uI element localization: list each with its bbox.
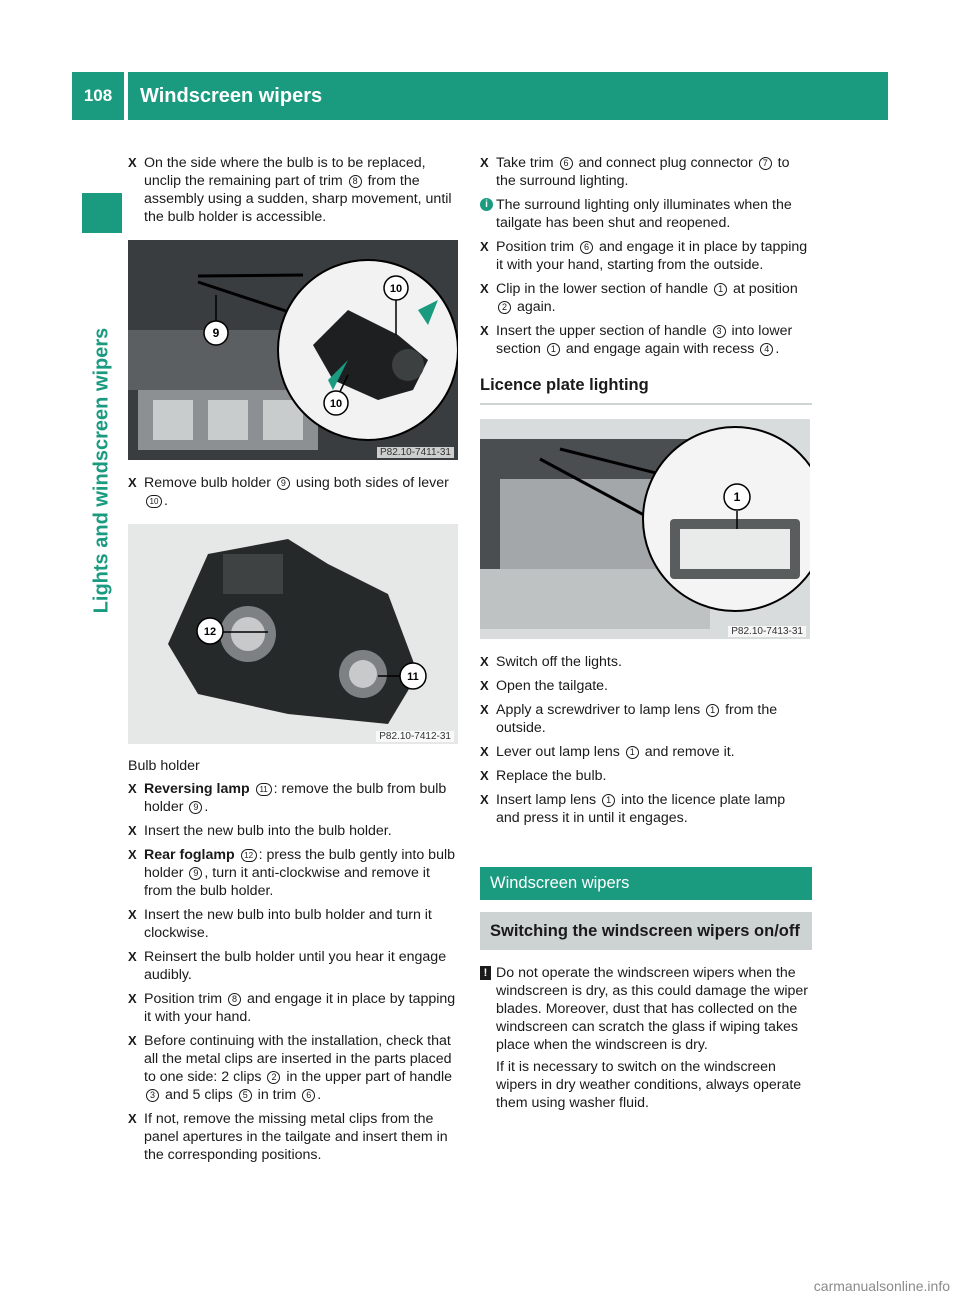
step-arrow-icon: X — [480, 323, 489, 338]
callout-1: 1 — [714, 283, 727, 296]
step-insert-lamp-lens: X Insert lamp lens 1 into the licence plate lamp and press it in until it engages. — [480, 792, 786, 826]
step-arrow-icon: X — [480, 654, 489, 669]
figure-tailgate-illustration — [128, 240, 458, 460]
callout-8: 8 — [228, 993, 241, 1006]
figure-callout-label: 1 — [733, 490, 741, 504]
step-clip-lower-handle: X Clip in the lower section of handle 1 at position 2 again. — [480, 281, 798, 315]
callout-9: 9 — [189, 801, 202, 814]
figure-callout-label: 11 — [407, 671, 419, 683]
step-arrow-icon: X — [480, 792, 489, 807]
callout-2: 2 — [498, 301, 511, 314]
step-arrow-icon: X — [128, 781, 137, 796]
figure-code: P82.10-7411-31 — [377, 447, 454, 458]
callout-6: 6 — [560, 157, 573, 170]
callout-1: 1 — [706, 704, 719, 717]
step-switch-off-lights: X Switch off the lights. — [480, 654, 622, 670]
figure-callout-label: 12 — [203, 626, 217, 638]
step-arrow-icon: X — [128, 475, 137, 490]
page-number: 108 — [72, 72, 124, 120]
step-arrow-icon: X — [128, 155, 137, 170]
step-insert-turn-clockwise: X Insert the new bulb into bulb holder and turn it clockwise. — [128, 907, 432, 941]
callout-3: 3 — [146, 1089, 159, 1102]
left-column — [128, 154, 460, 1170]
step-arrow-icon: X — [128, 847, 137, 862]
step-check-clips: X Before continuing with the installation, check that all the metal clips are inserted in the parts placed to one side: 2 clips 2 in the upper part of handle 3 and 5 clips 5 in trim 6 . — [128, 1033, 453, 1103]
step-unclip-trim: X On the side where the bulb is to be replaced, unclip the remaining part of trim 8 from the assembly using a sudden, sharp movement, until the bulb holder is accessible. — [128, 155, 452, 225]
callout-5: 5 — [239, 1089, 252, 1102]
figure-bulb-holder-illustration — [128, 524, 458, 744]
figure-code: P82.10-7412-31 — [376, 731, 454, 742]
step-insert-new-bulb: X Insert the new bulb into the bulb holder. — [128, 823, 392, 839]
warning-text: Do not operate the windscreen wipers when the windscreen is dry, as this could damage the wiper blades. Moreover, dust that has collected on the windscreen can scratch the glass if wiping takes place when the windscreen is dry. — [496, 965, 809, 1053]
step-arrow-icon: X — [480, 744, 489, 759]
figure-callout-label: 10 — [389, 283, 403, 295]
step-arrow-icon: X — [128, 907, 137, 922]
callout-1: 1 — [602, 794, 615, 807]
step-reversing-lamp: X Reversing lamp 11 : remove the bulb from bulb holder 9 . — [128, 781, 447, 815]
step-arrow-icon: X — [480, 239, 489, 254]
page-header-title: Windscreen wipers — [128, 72, 888, 120]
step-position-trim-right: X Position trim 6 and engage it in place by tapping it with your hand, starting from the outside. — [480, 239, 808, 273]
callout-10: 10 — [146, 495, 162, 508]
callout-9: 9 — [189, 867, 202, 880]
info-note: i The surround lighting only illuminates when the tailgate has been shut and reopened. — [480, 196, 812, 232]
heading-licence-plate-lighting: Licence plate lighting — [480, 376, 812, 405]
step-arrow-icon: X — [128, 823, 137, 838]
figure-bulb-holder — [128, 524, 458, 744]
info-icon: i — [480, 198, 493, 211]
callout-3: 3 — [713, 325, 726, 338]
step-lever-out-lens: X Lever out lamp lens 1 and remove it. — [480, 744, 735, 760]
callout-2: 2 — [267, 1071, 280, 1084]
section-windscreen-wipers: Windscreen wipers — [480, 867, 812, 900]
callout-6: 6 — [580, 241, 593, 254]
footer-watermark: carmanualsonline.info — [813, 1278, 950, 1294]
step-remove-holder: X Remove bulb holder 9 using both sides of lever 10 . — [128, 475, 449, 509]
callout-1: 1 — [547, 343, 560, 356]
warning-text: If it is necessary to switch on the windscreen wipers in dry weather conditions, always operate them using washer fluid. — [496, 1059, 802, 1111]
figure-licence-plate-lamp — [480, 419, 810, 639]
step-arrow-icon: X — [128, 1033, 137, 1048]
subsection-switching-wipers: Switching the windscreen wipers on/off — [480, 912, 812, 950]
right-column — [480, 154, 812, 1116]
step-arrow-icon: X — [128, 949, 137, 964]
step-apply-screwdriver: X Apply a screwdriver to lamp lens 1 from the outside. — [480, 702, 778, 736]
warning-icon: ! — [480, 966, 491, 980]
callout-1: 1 — [626, 746, 639, 759]
step-missing-clips: X If not, remove the missing metal clips from the panel apertures in the tailgate and insert them in the corresponding positions. — [128, 1111, 448, 1163]
figure-callout-label: 10 — [329, 398, 343, 410]
side-tab-marker — [82, 193, 122, 233]
step-arrow-icon: X — [128, 991, 137, 1006]
step-arrow-icon: X — [480, 155, 489, 170]
callout-6: 6 — [302, 1089, 315, 1102]
step-replace-bulb: X Replace the bulb. — [480, 768, 607, 784]
side-tab-label: Lights and windscreen wipers — [90, 327, 113, 613]
callout-11: 11 — [256, 783, 272, 796]
figure-code: P82.10-7413-31 — [728, 626, 806, 637]
step-insert-upper-handle: X Insert the upper section of handle 3 into lower section 1 and engage again with recess 4 . — [480, 323, 793, 357]
callout-9: 9 — [277, 477, 290, 490]
step-arrow-icon: X — [480, 768, 489, 783]
figure-caption: Bulb holder — [128, 758, 200, 774]
step-arrow-icon: X — [128, 1111, 137, 1126]
callout-7: 7 — [759, 157, 772, 170]
figure-callout-label: 9 — [212, 326, 220, 340]
step-take-trim: X Take trim 6 and connect plug connector 7 to the surround lighting. — [480, 155, 790, 189]
step-arrow-icon: X — [480, 281, 489, 296]
step-open-tailgate: X Open the tailgate. — [480, 678, 609, 694]
step-arrow-icon: X — [480, 702, 489, 717]
warning-note — [480, 964, 812, 1112]
figure-tailgate-trim — [128, 240, 458, 460]
step-reinsert-holder: X Reinsert the bulb holder until you hear it engage audibly. — [128, 949, 447, 983]
callout-8: 8 — [349, 175, 362, 188]
step-rear-foglamp: X Rear foglamp 12 : press the bulb gently into bulb holder 9 , turn it anti-clockwise and remove it from the bulb holder. — [128, 847, 455, 899]
step-arrow-icon: X — [480, 678, 489, 693]
callout-12: 12 — [241, 849, 257, 862]
step-position-trim: X Position trim 8 and engage it in place by tapping it with your hand. — [128, 991, 456, 1025]
callout-4: 4 — [760, 343, 773, 356]
figure-licence-plate-illustration — [480, 419, 810, 639]
